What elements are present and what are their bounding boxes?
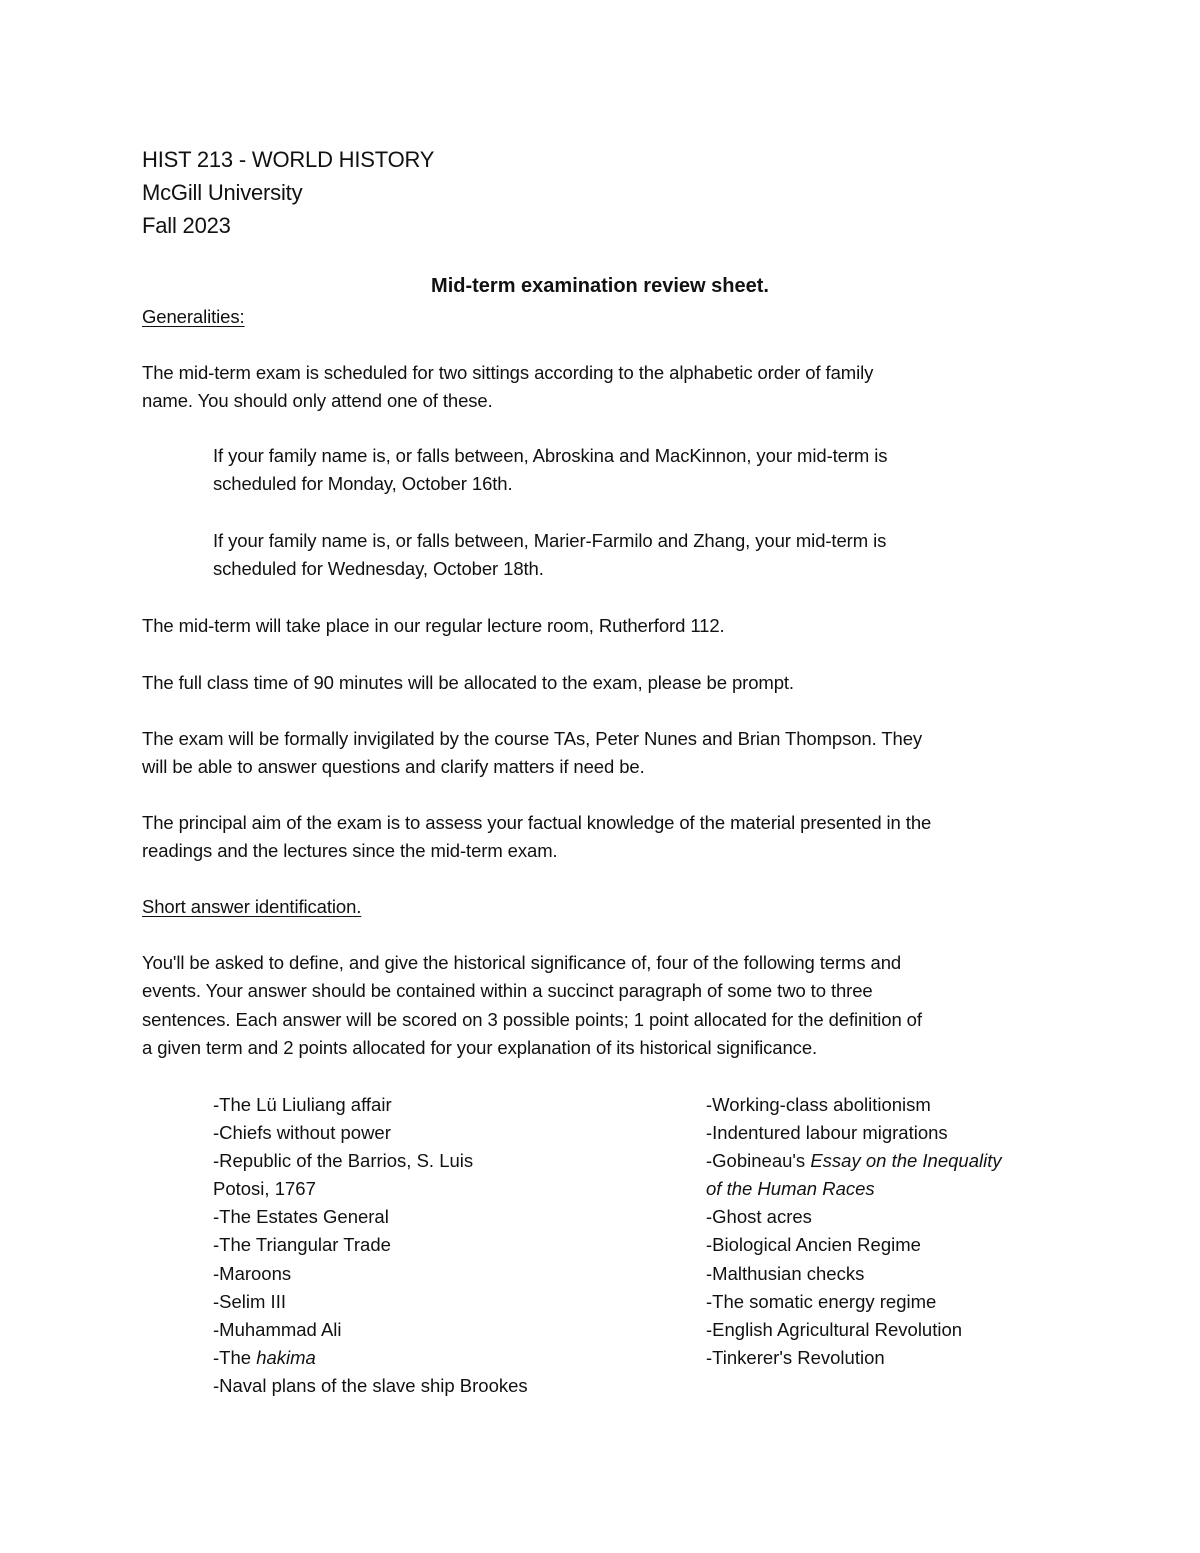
- aim-paragraph: [142, 809, 931, 866]
- term-item: -Ghost acres: [706, 1206, 812, 1228]
- intro-line: name. You should only attend one of these.: [142, 390, 493, 412]
- term-item-continuation: Potosi, 1767: [213, 1178, 316, 1200]
- term-italic: of the Human Races: [706, 1178, 875, 1200]
- term-item: -Indentured labour migrations: [706, 1122, 948, 1144]
- sitting-two-line: If your family name is, or falls between, Marier-Farmilo and Zhang, your mid-term is: [213, 530, 887, 551]
- university-name: McGill University: [142, 180, 303, 205]
- term-item: [213, 1344, 528, 1372]
- intro-line: The mid-term exam is scheduled for two sittings according to the alphabetic order of family: [142, 362, 874, 383]
- invigilation-line: will be able to answer questions and clarify matters if need be.: [142, 756, 645, 778]
- short-answer-line: events. Your answer should be contained within a succinct paragraph of some two to three: [142, 980, 873, 1002]
- term-prefix: -Gobineau's: [706, 1150, 811, 1172]
- invigilation-paragraph: [142, 725, 922, 782]
- terms-left-column: [213, 1091, 528, 1400]
- term-item: -The Estates General: [213, 1206, 389, 1228]
- term-item: -Maroons: [213, 1262, 292, 1284]
- room-paragraph: The mid-term will take place in our regular lecture room, Rutherford 112.: [142, 615, 725, 636]
- sitting-two-paragraph: [213, 527, 886, 584]
- term-item: -Selim III: [213, 1290, 286, 1312]
- sitting-one-line: If your family name is, or falls between, Abroskina and MacKinnon, your mid-term is: [213, 445, 888, 466]
- term-item-continuation: [706, 1175, 1002, 1203]
- term-item: -Malthusian checks: [706, 1262, 865, 1284]
- short-answer-line: sentences. Each answer will be scored on 3 possible points; 1 point allocated for the definition of: [142, 1008, 922, 1030]
- term-item: -Tinkerer's Revolution: [706, 1346, 885, 1368]
- terms-right-column: [706, 1091, 1002, 1372]
- invigilation-line: The exam will be formally invigilated by the course TAs, Peter Nunes and Brian Thompson. They: [142, 728, 923, 749]
- short-answer-line: a given term and 2 points allocated for your explanation of its historical significance.: [142, 1036, 818, 1058]
- term-item: -Biological Ancien Regime: [706, 1234, 921, 1256]
- term-item: [706, 1147, 1002, 1175]
- aim-line: The principal aim of the exam is to assess your factual knowledge of the material presented in the: [142, 812, 932, 833]
- term-item: -Republic of the Barrios, S. Luis: [213, 1150, 474, 1172]
- course-header: [142, 143, 434, 242]
- term-prefix: -The: [213, 1346, 257, 1368]
- generalities-heading: Generalities:: [142, 306, 245, 327]
- term-italic: Essay on the Inequality: [810, 1150, 1002, 1172]
- short-answer-line: You'll be asked to define, and give the historical significance of, four of the following terms and: [142, 952, 902, 973]
- sitting-two-line: scheduled for Wednesday, October 18th.: [213, 558, 544, 580]
- term-item: -English Agricultural Revolution: [706, 1318, 963, 1340]
- short-answer-heading: Short answer identification.: [142, 896, 362, 917]
- document-title: Mid-term examination review sheet.: [431, 275, 769, 297]
- sitting-one-paragraph: [213, 442, 887, 499]
- term-item: -Naval plans of the slave ship Brookes: [213, 1374, 528, 1396]
- intro-paragraph: [142, 359, 873, 416]
- term-item: -The Lü Liuliang affair: [213, 1094, 392, 1115]
- course-code: HIST 213 - WORLD HISTORY: [142, 147, 435, 172]
- term-item: -The somatic energy regime: [706, 1290, 937, 1312]
- term-item: -Muhammad Ali: [213, 1318, 342, 1340]
- time-paragraph: The full class time of 90 minutes will be allocated to the exam, please be prompt.: [142, 672, 794, 693]
- term-italic: hakima: [256, 1346, 316, 1368]
- term-label: Fall 2023: [142, 213, 231, 238]
- sitting-one-line: scheduled for Monday, October 16th.: [213, 473, 513, 495]
- term-item: -The Triangular Trade: [213, 1234, 391, 1256]
- aim-line: readings and the lectures since the mid-term exam.: [142, 840, 558, 862]
- term-item: -Chiefs without power: [213, 1122, 391, 1144]
- short-answer-paragraph: [142, 949, 922, 1062]
- term-item: -Working-class abolitionism: [706, 1094, 931, 1115]
